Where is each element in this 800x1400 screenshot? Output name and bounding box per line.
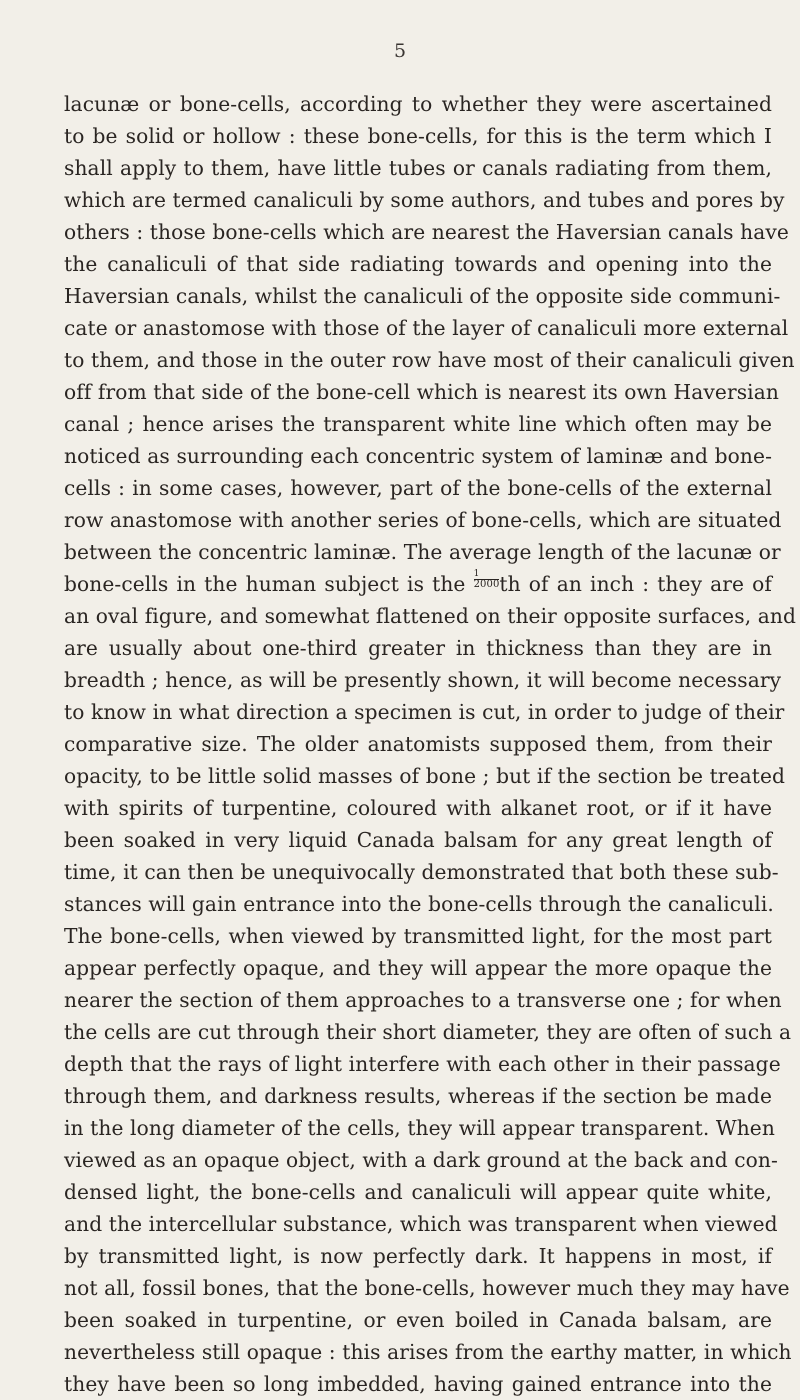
text-line: in the long diameter of the cells, they will appear transparent. When [64, 1116, 775, 1140]
text-line: to them, and those in the outer row have most of their canaliculi given [64, 348, 795, 372]
text-line: shall apply to them, have little tubes or canals radiating from them, [64, 156, 772, 180]
text-line: between the concentric laminæ. The average length of the lacunæ or [64, 540, 781, 564]
text-line: others : those bone-cells which are nearest the Haversian canals have [64, 220, 789, 244]
text-line: by transmitted light, is now perfectly dark. It happens in most, if [64, 1244, 772, 1268]
text-line: they have been so long imbedded, having gained entrance into the [64, 1372, 772, 1396]
text-line: which are termed canaliculi by some authors, and tubes and pores by [64, 188, 785, 212]
text-line: nearer the section of them approaches to a transverse one ; for when [64, 988, 782, 1012]
text-line: the cells are cut through their short diameter, they are often of such a [64, 1020, 792, 1044]
text-line: through them, and darkness results, whereas if the section be made [64, 1084, 772, 1108]
fraction [474, 570, 500, 590]
text-line: appear perfectly opaque, and they will appear the more opaque the [64, 956, 772, 980]
text-line: and the intercellular substance, which was transparent when viewed [64, 1212, 778, 1236]
text-line: an oval figure, and somewhat flattened on their opposite surfaces, and [64, 604, 796, 628]
text-line: lacunæ or bone-cells, according to whether they were ascertained [64, 92, 772, 116]
text-line: not all, fossil bones, that the bone-cells, however much they may have [64, 1276, 790, 1300]
text-segment: bone-cells in the human subject is the [64, 572, 466, 596]
text-line: viewed as an opaque object, with a dark ground at the back and con- [64, 1148, 778, 1172]
body-text [64, 88, 796, 1400]
text-line: are usually about one-third greater in thickness than they are in [64, 636, 772, 660]
text-line: off from that side of the bone-cell which is nearest its own Haversian [64, 380, 779, 404]
text-line: nevertheless still opaque : this arises from the earthy matter, in which [64, 1340, 792, 1364]
text-line: row anastomose with another series of bone-cells, which are situated [64, 508, 782, 532]
text-line: densed light, the bone-cells and canaliculi will appear quite white, [64, 1180, 772, 1204]
text-line-with-fraction [64, 568, 772, 600]
text-line: The bone-cells, when viewed by transmitted light, for the most part [64, 924, 772, 948]
text-line: canal ; hence arises the transparent white line which often may be [64, 412, 772, 436]
text-segment: th of an inch : they are of [499, 572, 772, 596]
page-number: 5 [393, 40, 407, 62]
text-line: cate or anastomose with those of the layer of canaliculi more external [64, 316, 789, 340]
text-line: Haversian canals, whilst the canaliculi of the opposite side communi- [64, 284, 781, 308]
text-line: opacity, to be little solid masses of bone ; but if the section be treated [64, 764, 786, 788]
text-line: been soaked in turpentine, or even boiled in Canada balsam, are [64, 1308, 772, 1332]
fraction-numerator: 1 [473, 569, 480, 579]
text-line: to know in what direction a specimen is cut, in order to judge of their [64, 700, 785, 724]
text-line: been soaked in very liquid Canada balsam for any great length of [64, 828, 772, 852]
text-line: the canaliculi of that side radiating towards and opening into the [64, 252, 772, 276]
text-line: cells : in some cases, however, part of the bone-cells of the external [64, 476, 772, 500]
text-line: breadth ; hence, as will be presently shown, it will become necessary [64, 668, 782, 692]
text-line: depth that the rays of light interfere with each other in their passage [64, 1052, 781, 1076]
text-line: stances will gain entrance into the bone-cells through the canaliculi. [64, 892, 774, 916]
text-line: to be solid or hollow : these bone-cells, for this is the term which I [64, 124, 772, 148]
text-line: comparative size. The older anatomists supposed them, from their [64, 732, 772, 756]
fraction-denominator: 2000 [473, 579, 500, 590]
text-line: with spirits of turpentine, coloured with alkanet root, or if it have [64, 796, 772, 820]
text-line: time, it can then be unequivocally demonstrated that both these sub- [64, 860, 779, 884]
text-line: noticed as surrounding each concentric system of laminæ and bone- [64, 444, 772, 468]
